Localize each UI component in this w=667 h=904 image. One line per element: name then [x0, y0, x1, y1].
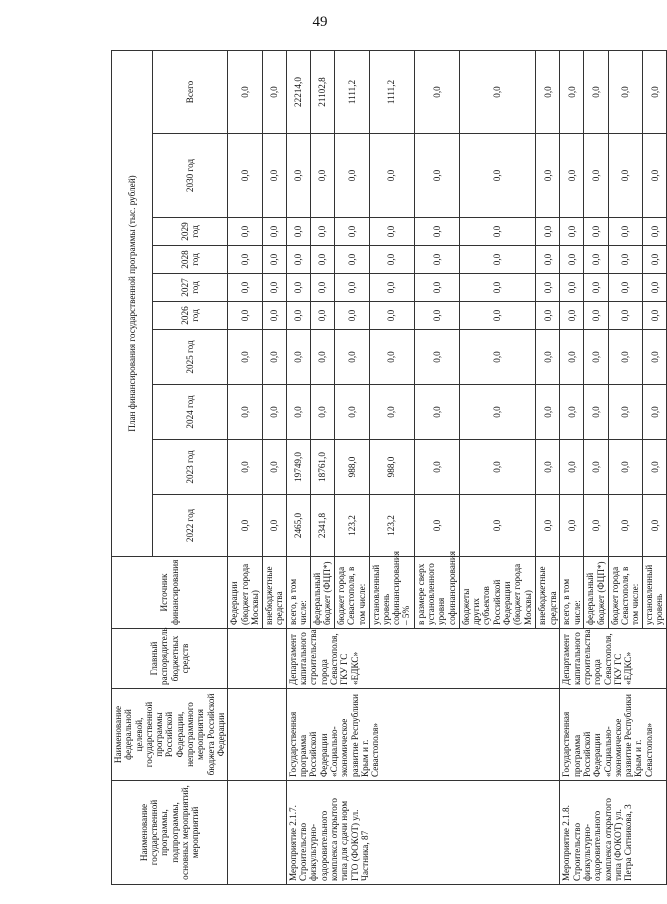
- table-row: [228, 51, 263, 885]
- year-value-cell: 0,0: [560, 302, 584, 330]
- page-number: 49: [312, 14, 328, 30]
- year-value-cell: 0,0: [414, 302, 459, 330]
- year-value-cell: 0,0: [228, 440, 263, 495]
- year-value-cell: 0,0: [335, 302, 370, 330]
- year-value-cell: 0,0: [584, 302, 608, 330]
- year-value-cell: 0,0: [262, 134, 286, 218]
- header-program-name: Наименование государственной программы, подпрограммы, основных мероприятий, мероприятий: [112, 781, 228, 885]
- year-value-cell: 0,0: [608, 134, 643, 218]
- total-value-cell: 22214,0: [286, 51, 310, 134]
- year-value-cell: 0,0: [560, 246, 584, 274]
- year-value-cell: 0,0: [335, 218, 370, 246]
- year-value-cell: 19749,0: [286, 440, 310, 495]
- header-financing-plan: План финансирования государственной программы (тыс. рублей): [112, 51, 153, 557]
- table-row: [286, 51, 310, 885]
- header-funding-source: Источник финансирования: [112, 557, 228, 629]
- year-value-cell: 0,0: [335, 246, 370, 274]
- year-value-cell: 0,0: [608, 274, 643, 302]
- year-value-cell: 0,0: [459, 495, 536, 557]
- total-value-cell: 0,0: [262, 51, 286, 134]
- year-value-cell: 0,0: [536, 330, 560, 385]
- year-value-cell: 0,0: [584, 330, 608, 385]
- year-value-cell: 2465,0: [286, 495, 310, 557]
- year-value-cell: 0,0: [643, 385, 667, 440]
- year-value-cell: 0,0: [414, 218, 459, 246]
- header-year: 2029 год: [153, 218, 228, 246]
- year-value-cell: 0,0: [536, 385, 560, 440]
- funding-source-cell: установленный уровень: [643, 557, 667, 629]
- year-value-cell: 0,0: [262, 385, 286, 440]
- financing-plan-table: [111, 50, 667, 885]
- year-value-cell: 0,0: [286, 385, 310, 440]
- year-value-cell: 0,0: [286, 134, 310, 218]
- funding-source-cell: всего, в том числе:: [560, 557, 584, 629]
- year-value-cell: 0,0: [608, 385, 643, 440]
- total-value-cell: 1111,2: [369, 51, 414, 134]
- year-value-cell: 0,0: [536, 274, 560, 302]
- year-value-cell: 0,0: [310, 302, 334, 330]
- year-value-cell: 0,0: [643, 134, 667, 218]
- header-budget-manager: Главный распорядитель бюджетных средств: [112, 629, 228, 689]
- total-value-cell: 0,0: [228, 51, 263, 134]
- year-value-cell: 0,0: [286, 274, 310, 302]
- header-year: 2022 год: [153, 495, 228, 557]
- year-value-cell: 0,0: [369, 274, 414, 302]
- year-value-cell: 0,0: [643, 274, 667, 302]
- year-value-cell: 0,0: [414, 330, 459, 385]
- funding-source-cell: в размере сверх установленного уровня софинансирования: [414, 557, 459, 629]
- year-value-cell: 0,0: [286, 302, 310, 330]
- rotated-page-area: [111, 50, 665, 885]
- header-total: Всего: [153, 51, 228, 134]
- year-value-cell: 0,0: [584, 218, 608, 246]
- measure-name-cell: Мероприятие 2.1.7. Строительство физкультурно-оздоровительного комплекса открытого типа для сдачи норм ГТО (ФОКОТ) ул. Частника, 87: [286, 781, 560, 885]
- year-value-cell: 0,0: [584, 495, 608, 557]
- year-value-cell: 0,0: [608, 330, 643, 385]
- funding-source-cell: бюджет города Севастополя, в том числе:: [335, 557, 370, 629]
- year-value-cell: 0,0: [643, 440, 667, 495]
- budget-manager-cell: Департамент капитального строительства города Севастополя, ГКУ ГС «ЕДКС»: [286, 629, 560, 689]
- year-value-cell: 0,0: [369, 134, 414, 218]
- funding-source-cell: всего, в том числе:: [286, 557, 310, 629]
- year-value-cell: 0,0: [536, 218, 560, 246]
- year-value-cell: 0,0: [414, 385, 459, 440]
- year-value-cell: 0,0: [335, 385, 370, 440]
- rotated-table-container: [111, 50, 665, 885]
- header-year: 2024 год: [153, 385, 228, 440]
- funding-source-cell: внебюджетные средства: [262, 557, 286, 629]
- year-value-cell: 0,0: [310, 134, 334, 218]
- table-row: [560, 51, 584, 885]
- header-year: 2028 год: [153, 246, 228, 274]
- total-value-cell: 0,0: [414, 51, 459, 134]
- state-program-cell: Государственная программа Российской Федерации «Социально-экономическое развитие Республики Крым и г. Севастополя»: [560, 689, 667, 781]
- year-value-cell: 0,0: [459, 440, 536, 495]
- year-value-cell: 0,0: [584, 385, 608, 440]
- year-value-cell: 0,0: [414, 495, 459, 557]
- year-value-cell: 0,0: [536, 440, 560, 495]
- year-value-cell: 0,0: [643, 495, 667, 557]
- year-value-cell: 0,0: [310, 218, 334, 246]
- year-value-cell: 0,0: [228, 246, 263, 274]
- funding-source-cell: бюджеты других субъектов Российской Федерации (бюджет города Москвы): [459, 557, 536, 629]
- year-value-cell: 988,0: [335, 440, 370, 495]
- header-year: 2027 год: [153, 274, 228, 302]
- year-value-cell: 18761,0: [310, 440, 334, 495]
- year-value-cell: 0,0: [584, 274, 608, 302]
- year-value-cell: 0,0: [228, 330, 263, 385]
- year-value-cell: 0,0: [584, 134, 608, 218]
- year-value-cell: 0,0: [459, 134, 536, 218]
- year-value-cell: 0,0: [643, 218, 667, 246]
- year-value-cell: 0,0: [369, 330, 414, 385]
- year-value-cell: 0,0: [584, 440, 608, 495]
- table-body: [228, 51, 667, 885]
- header-year: 2025 год: [153, 330, 228, 385]
- year-value-cell: 0,0: [608, 218, 643, 246]
- year-value-cell: 0,0: [262, 274, 286, 302]
- year-value-cell: 0,0: [414, 246, 459, 274]
- year-value-cell: 0,0: [459, 218, 536, 246]
- year-value-cell: 0,0: [414, 274, 459, 302]
- total-value-cell: 0,0: [584, 51, 608, 134]
- year-value-cell: 0,0: [262, 218, 286, 246]
- year-value-cell: 0,0: [459, 274, 536, 302]
- year-value-cell: 0,0: [584, 246, 608, 274]
- header-year: 2023 год: [153, 440, 228, 495]
- total-value-cell: 0,0: [560, 51, 584, 134]
- year-value-cell: 0,0: [643, 330, 667, 385]
- state-program-cell: Государственная программа Российской Федерации «Социально-экономическое развитие Республики Крым и г. Севастополя»: [286, 689, 560, 781]
- year-value-cell: 0,0: [228, 302, 263, 330]
- year-value-cell: 0,0: [228, 495, 263, 557]
- year-value-cell: 0,0: [228, 134, 263, 218]
- year-value-cell: 0,0: [310, 274, 334, 302]
- year-value-cell: 0,0: [286, 218, 310, 246]
- year-value-cell: 0,0: [286, 246, 310, 274]
- header-year: 2026 год: [153, 302, 228, 330]
- year-value-cell: 0,0: [262, 330, 286, 385]
- year-value-cell: 0,0: [262, 246, 286, 274]
- total-value-cell: 0,0: [643, 51, 667, 134]
- year-value-cell: 0,0: [369, 385, 414, 440]
- total-value-cell: 0,0: [459, 51, 536, 134]
- year-value-cell: 0,0: [286, 330, 310, 385]
- year-value-cell: 988,0: [369, 440, 414, 495]
- year-value-cell: 0,0: [560, 330, 584, 385]
- year-value-cell: 0,0: [560, 134, 584, 218]
- year-value-cell: 0,0: [608, 440, 643, 495]
- header-year: 2030 год: [153, 134, 228, 218]
- year-value-cell: 0,0: [459, 330, 536, 385]
- funding-source-cell: федеральный бюджет (ФЦП*): [584, 557, 608, 629]
- year-value-cell: 0,0: [335, 274, 370, 302]
- year-value-cell: 0,0: [369, 218, 414, 246]
- year-value-cell: 0,0: [369, 302, 414, 330]
- empty-cell: [228, 781, 287, 885]
- year-value-cell: 0,0: [536, 302, 560, 330]
- year-value-cell: 0,0: [608, 495, 643, 557]
- table-header: [112, 51, 228, 885]
- year-value-cell: 2341,8: [310, 495, 334, 557]
- funding-source-cell: установленный уровень софинансирования – 5%: [369, 557, 414, 629]
- year-value-cell: 0,0: [536, 246, 560, 274]
- empty-cell: [228, 629, 287, 689]
- total-value-cell: 1111,2: [335, 51, 370, 134]
- funding-source-cell: федеральный бюджет (ФЦП*): [310, 557, 334, 629]
- total-value-cell: 21102,8: [310, 51, 334, 134]
- measure-name-cell: Мероприятие 2.1.8. Строительство физкультурно-оздоровительного комплекса открытого типа (ФОКОТ) ул. Петра Ситникова, 3: [560, 781, 667, 885]
- year-value-cell: 0,0: [369, 246, 414, 274]
- year-value-cell: 123,2: [369, 495, 414, 557]
- year-value-cell: 0,0: [414, 134, 459, 218]
- year-value-cell: 0,0: [608, 302, 643, 330]
- year-value-cell: 0,0: [414, 440, 459, 495]
- year-value-cell: 0,0: [643, 302, 667, 330]
- year-value-cell: 0,0: [560, 385, 584, 440]
- year-value-cell: 0,0: [459, 302, 536, 330]
- year-value-cell: 0,0: [262, 302, 286, 330]
- year-value-cell: 0,0: [560, 274, 584, 302]
- funding-source-cell: Федерации (бюджет города Москвы): [228, 557, 263, 629]
- year-value-cell: 0,0: [536, 134, 560, 218]
- year-value-cell: 0,0: [310, 330, 334, 385]
- year-value-cell: 0,0: [608, 246, 643, 274]
- year-value-cell: 0,0: [560, 440, 584, 495]
- funding-source-cell: бюджет города Севастополя, в том числе:: [608, 557, 643, 629]
- budget-manager-cell: Департамент капитального строительства города Севастополя, ГКУ ГС «ЕДКС»: [560, 629, 667, 689]
- year-value-cell: 0,0: [459, 246, 536, 274]
- year-value-cell: 0,0: [310, 246, 334, 274]
- year-value-cell: 0,0: [643, 246, 667, 274]
- year-value-cell: 0,0: [560, 495, 584, 557]
- year-value-cell: 0,0: [262, 495, 286, 557]
- year-value-cell: 0,0: [310, 385, 334, 440]
- total-value-cell: 0,0: [536, 51, 560, 134]
- year-value-cell: 123,2: [335, 495, 370, 557]
- header-federal-program: Наименование федеральной целевой, государственной программы Российской Федерации, непрограммного мероприятия бюджета Российской Федерации: [112, 689, 228, 781]
- empty-cell: [228, 689, 287, 781]
- year-value-cell: 0,0: [560, 218, 584, 246]
- year-value-cell: 0,0: [335, 330, 370, 385]
- year-value-cell: 0,0: [536, 495, 560, 557]
- funding-source-cell: внебюджетные средства: [536, 557, 560, 629]
- year-value-cell: 0,0: [459, 385, 536, 440]
- year-value-cell: 0,0: [335, 134, 370, 218]
- year-value-cell: 0,0: [228, 385, 263, 440]
- year-value-cell: 0,0: [228, 218, 263, 246]
- year-value-cell: 0,0: [228, 274, 263, 302]
- total-value-cell: 0,0: [608, 51, 643, 134]
- year-value-cell: 0,0: [262, 440, 286, 495]
